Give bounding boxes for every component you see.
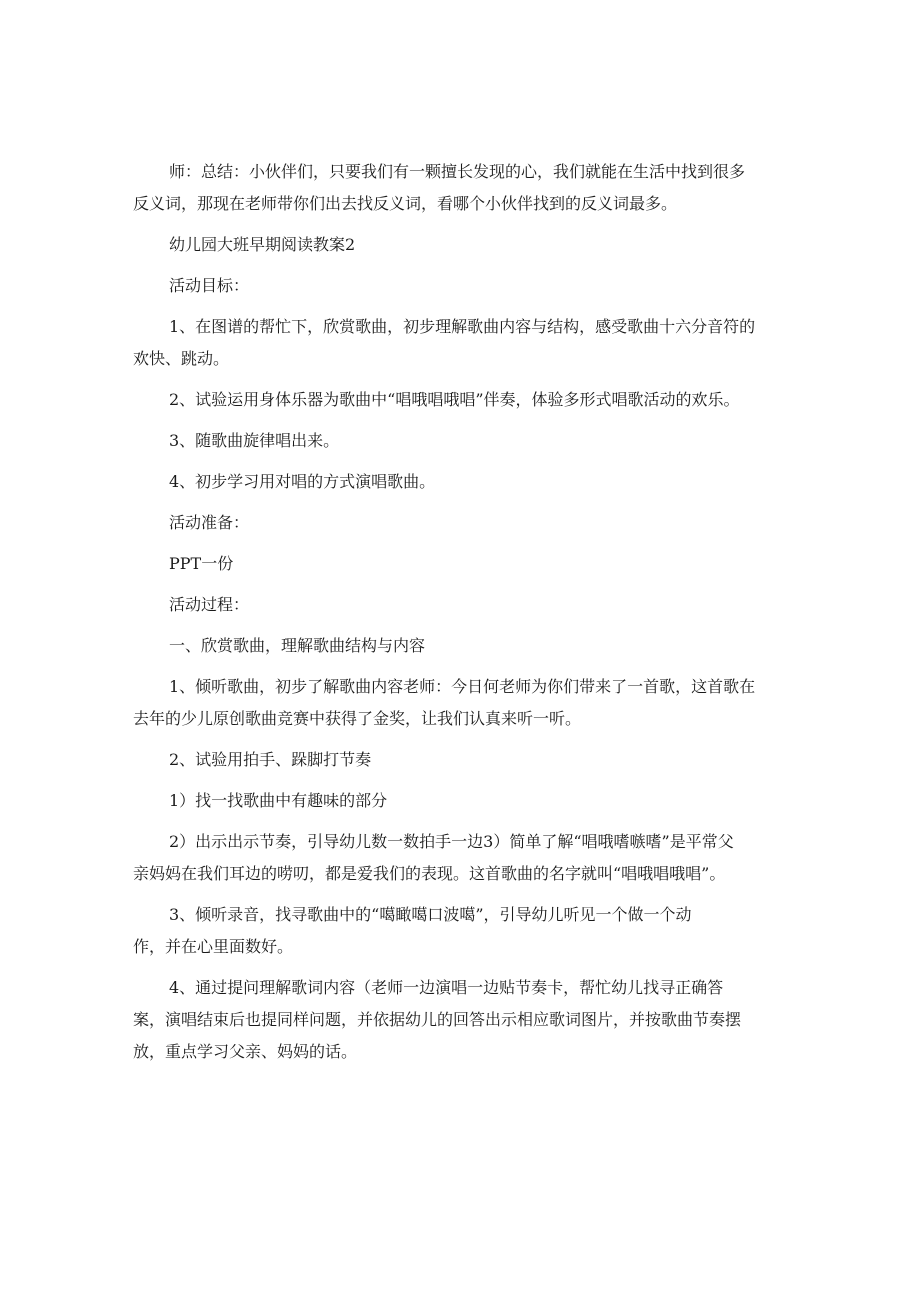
text-line: 4、初步学习用对唱的方式演唱歌曲。 [169, 472, 436, 491]
process-substep-2 [133, 744, 793, 776]
process-substep-2-1 [133, 785, 793, 817]
text-line: 反义词，那现在老师带你们出去找反义词，看哪个小伙伴找到的反义词最多。 [133, 194, 678, 213]
text-line: 师：总结：小伙伴们，只要我们有一颗擅长发现的心，我们就能在生活中找到很多 [169, 162, 746, 181]
text-line: 一、欣赏歌曲，理解歌曲结构与内容 [169, 636, 426, 655]
heading-activity-process [133, 589, 793, 621]
text-line: 1）找一找歌曲中有趣味的部分 [169, 791, 388, 810]
document-body [133, 156, 793, 1077]
text-line: 1、在图谱的帮忙下，欣赏歌曲，初步理解歌曲内容与结构，感受歌曲十六分音符的 [169, 317, 756, 336]
text-line: 4、通过提问理解歌词内容（老师一边演唱一边贴节奏卡，帮忙幼儿找寻正确答 [169, 978, 724, 997]
text-line: 欢快、跳动。 [133, 349, 230, 368]
text-line: 2、试验运用身体乐器为歌曲中“唱哦唱哦唱”伴奏，体验多形式唱歌活动的欢乐。 [169, 390, 740, 409]
text-line: 去年的少儿原创歌曲竞赛中获得了金奖，让我们认真来听一听。 [133, 709, 582, 728]
process-substep-2-2 [133, 826, 793, 890]
heading-activity-preparation [133, 507, 793, 539]
heading-activity-goals [133, 270, 793, 302]
section-title [133, 229, 793, 261]
goal-item-1 [133, 311, 793, 375]
text-line: 活动过程： [169, 595, 250, 614]
process-step-1 [133, 630, 793, 662]
text-line: PPT一份 [169, 554, 234, 573]
text-line: 放，重点学习父亲、妈妈的话。 [133, 1042, 358, 1061]
process-substep-3 [133, 899, 793, 963]
text-line: 3、随歌曲旋律唱出来。 [169, 431, 340, 450]
process-substep-1 [133, 671, 793, 735]
text-line: 亲妈妈在我们耳边的唠叨，都是爱我们的表现。这首歌曲的名字就叫“唱哦唱哦唱”。 [133, 864, 726, 883]
text-line: 活动目标： [169, 276, 250, 295]
goal-item-2 [133, 384, 793, 416]
preparation-item [133, 548, 793, 580]
text-line: 活动准备： [169, 513, 250, 532]
text-line: 2、试验用拍手、跺脚打节奏 [169, 750, 372, 769]
text-line: 幼儿园大班早期阅读教案2 [169, 235, 356, 254]
text-line: 3、倾听录音，找寻歌曲中的“噶瞰噶口波噶”，引导幼儿听见一个做一个动 [169, 905, 692, 924]
text-line: 2）出示出示节奏，引导幼儿数一数拍手一边3）简单了解“唱哦嗜嗾嗜”是平常父 [169, 832, 734, 851]
process-substep-4 [133, 972, 793, 1068]
goal-item-4 [133, 466, 793, 498]
goal-item-3 [133, 425, 793, 457]
text-line: 案，演唱结束后也提同样问题，并依据幼儿的回答出示相应歌词图片，并按歌曲节奏摆 [133, 1010, 742, 1029]
text-line: 1、倾听歌曲，初步了解歌曲内容老师：今日何老师为你们带来了一首歌，这首歌在 [169, 677, 756, 696]
paragraph-summary [133, 156, 793, 220]
text-line: 作，并在心里面数好。 [133, 937, 294, 956]
